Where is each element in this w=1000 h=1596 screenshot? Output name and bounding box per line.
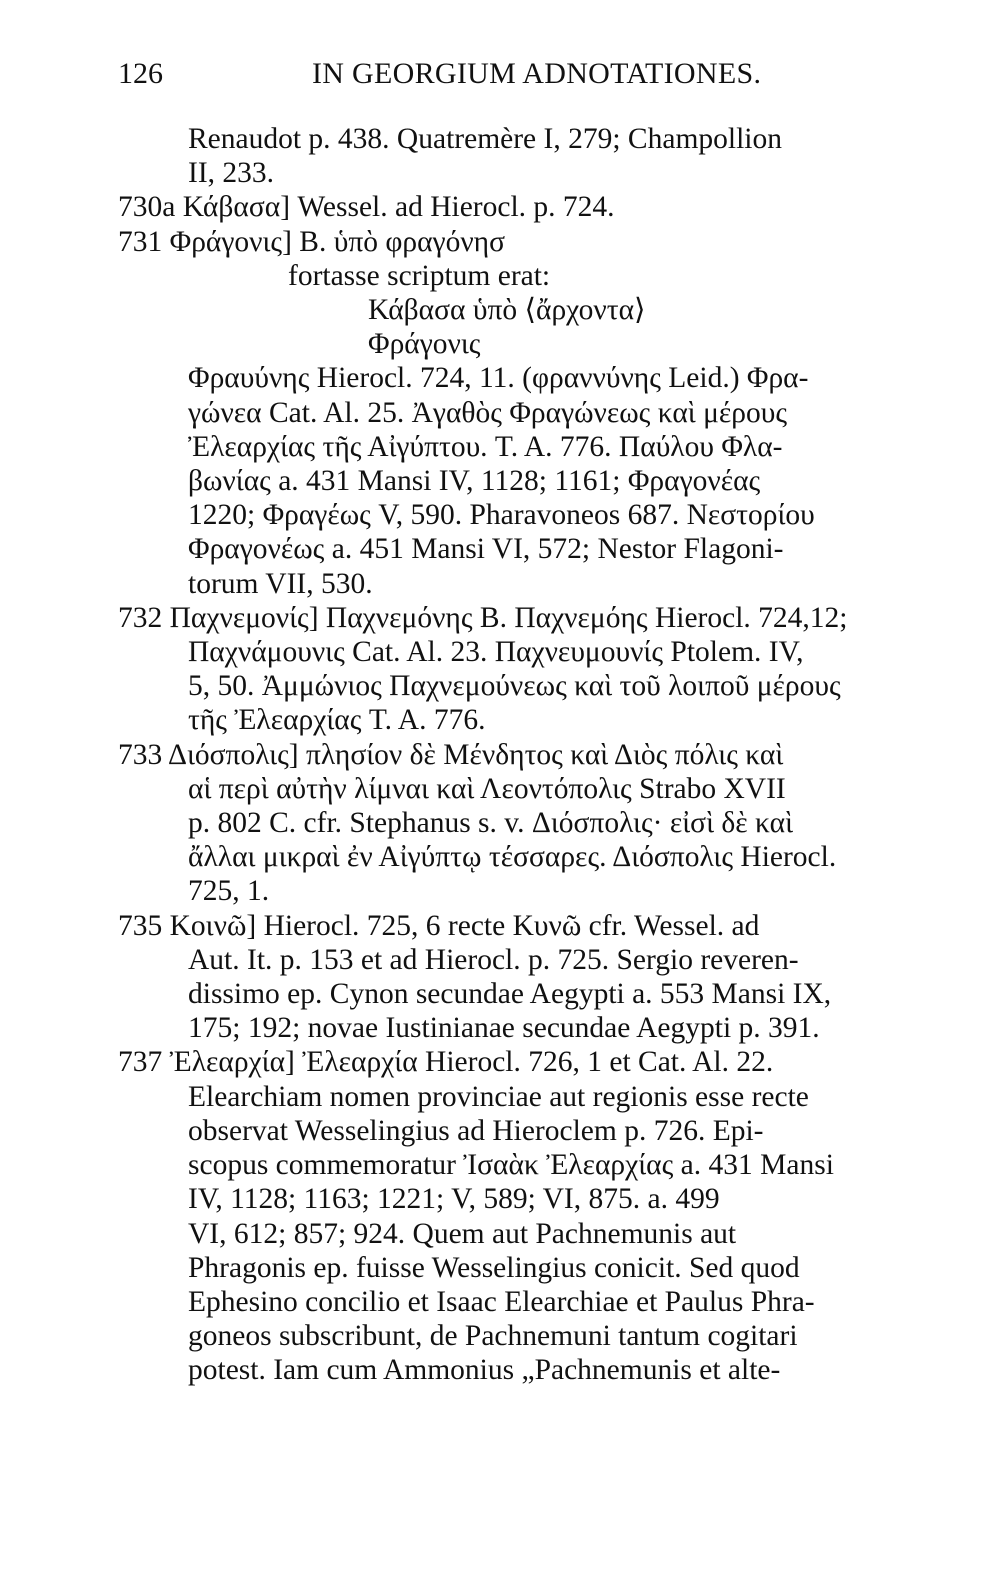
text-line: Φραυύνης Hierocl. 724, 11. (φραννύνης Leid.) Φρα- [188,362,809,395]
text-line: 731 Φράγονις] B. ὑπὸ φραγόνησ [118,225,506,258]
text-line: αἱ περὶ αὐτὴν λίμναι καὶ Λεοντόπολις Strabo XVII [188,772,786,805]
text-line: γώνεα Cat. Al. 25. Ἀγαθὸς Φραγώνεως καὶ μέρους [188,396,788,429]
text-line: 1220; Φραγέως V, 590. Pharavoneos 687. Νεστορίου [188,499,815,532]
text-line: Renaudot p. 438. Quatremère I, 279; Champollion [188,123,782,155]
text-line: ἄλλαι μικραὶ ἐν Αἰγύπτῳ τέσσαρες. Διόσπολις Hierocl. [188,841,837,874]
text-line: 732 Παχνεμονίς] Παχνεμόνης B. Παχνεμόης Hierocl. 724,12; [118,601,848,634]
text-line: torum VII, 530. [188,567,373,600]
commentary-body [118,122,938,1388]
text-line: p. 802 C. cfr. Stephanus s. v. Διόσπολις· εἰσὶ δὲ καὶ [188,807,794,840]
text-line: observat Wesselingius ad Hieroclem p. 726. Epi- [188,1114,764,1147]
text-line: potest. Iam cum Ammonius „Pachnemunis et alte- [188,1354,781,1387]
text-line: 730a Κάβασα] Wessel. ad Hierocl. p. 724. [118,191,615,224]
text-line: Aut. It. p. 153 et ad Hierocl. p. 725. Sergio reveren- [188,943,799,976]
text-line: scopus commemoratur Ἰσαὰκ Ἐλεαρχίας a. 431 Mansi [188,1149,834,1182]
text-line: dissimo ep. Cynon secundae Aegypti a. 553 Mansi IX, [188,978,832,1011]
text-line: 735 Κοινῶ] Hierocl. 725, 6 recte Κυνῶ cfr. Wessel. ad [118,909,760,942]
text-line: 733 Διόσπολις] πλησίον δὲ Μένδητος καὶ Διὸς πόλις καὶ [118,738,784,771]
text-line: βωνίας a. 431 Mansi IV, 1128; 1161; Φραγονέας [188,465,761,498]
page-number: 126 [118,57,163,90]
text-line: II, 233. [188,157,275,190]
text-line: 737 Ἐλεαρχία] Ἐλεαρχία Hierocl. 726, 1 et Cat. Al. 22. [118,1046,774,1079]
text-line: Elearchiam nomen provinciae aut regionis esse recte [188,1080,809,1113]
text-line: IV, 1128; 1163; 1221; V, 589; VI, 875. a. 499 [188,1183,720,1216]
text-line: Κάβασα ὑπὸ ⟨ἄρχοντα⟩ [368,294,646,327]
text-line: Phragonis ep. fuisse Wesselingius conicit. Sed quod [188,1251,800,1284]
text-line: Ephesino concilio et Isaac Elearchiae et Paulus Phra- [188,1285,815,1318]
text-line: VI, 612; 857; 924. Quem aut Pachnemunis aut [188,1217,737,1250]
text-line: fortasse scriptum erat: [288,259,551,292]
text-line: 725, 1. [188,875,270,908]
text-line: τῆς Ἐλεαρχίας T. A. 776. [188,704,486,737]
text-line: goneos subscribunt, de Pachnemuni tantum cogitari [188,1320,798,1353]
text-line: 175; 192; novae Iustinianae secundae Aegypti p. 391. [188,1012,820,1045]
text-line: Ἐλεαρχίας τῆς Αἰγύπτου. T. A. 776. Παύλου Φλα- [188,430,783,463]
text-line: Φραγονέως a. 451 Mansi VI, 572; Nestor Flagoni- [188,533,784,566]
text-line: 5, 50. Ἀμμώνιος Παχνεμούνεως καὶ τοῦ λοιποῦ μέρους [188,670,841,703]
text-line: Φράγονις [368,328,481,361]
running-title: IN GEORGIUM ADNOTATIONES. [312,57,762,90]
page-header [118,52,938,96]
text-line: Παχνάμουνις Cat. Al. 23. Παχνευμουνίς Ptolem. IV, [188,636,804,669]
